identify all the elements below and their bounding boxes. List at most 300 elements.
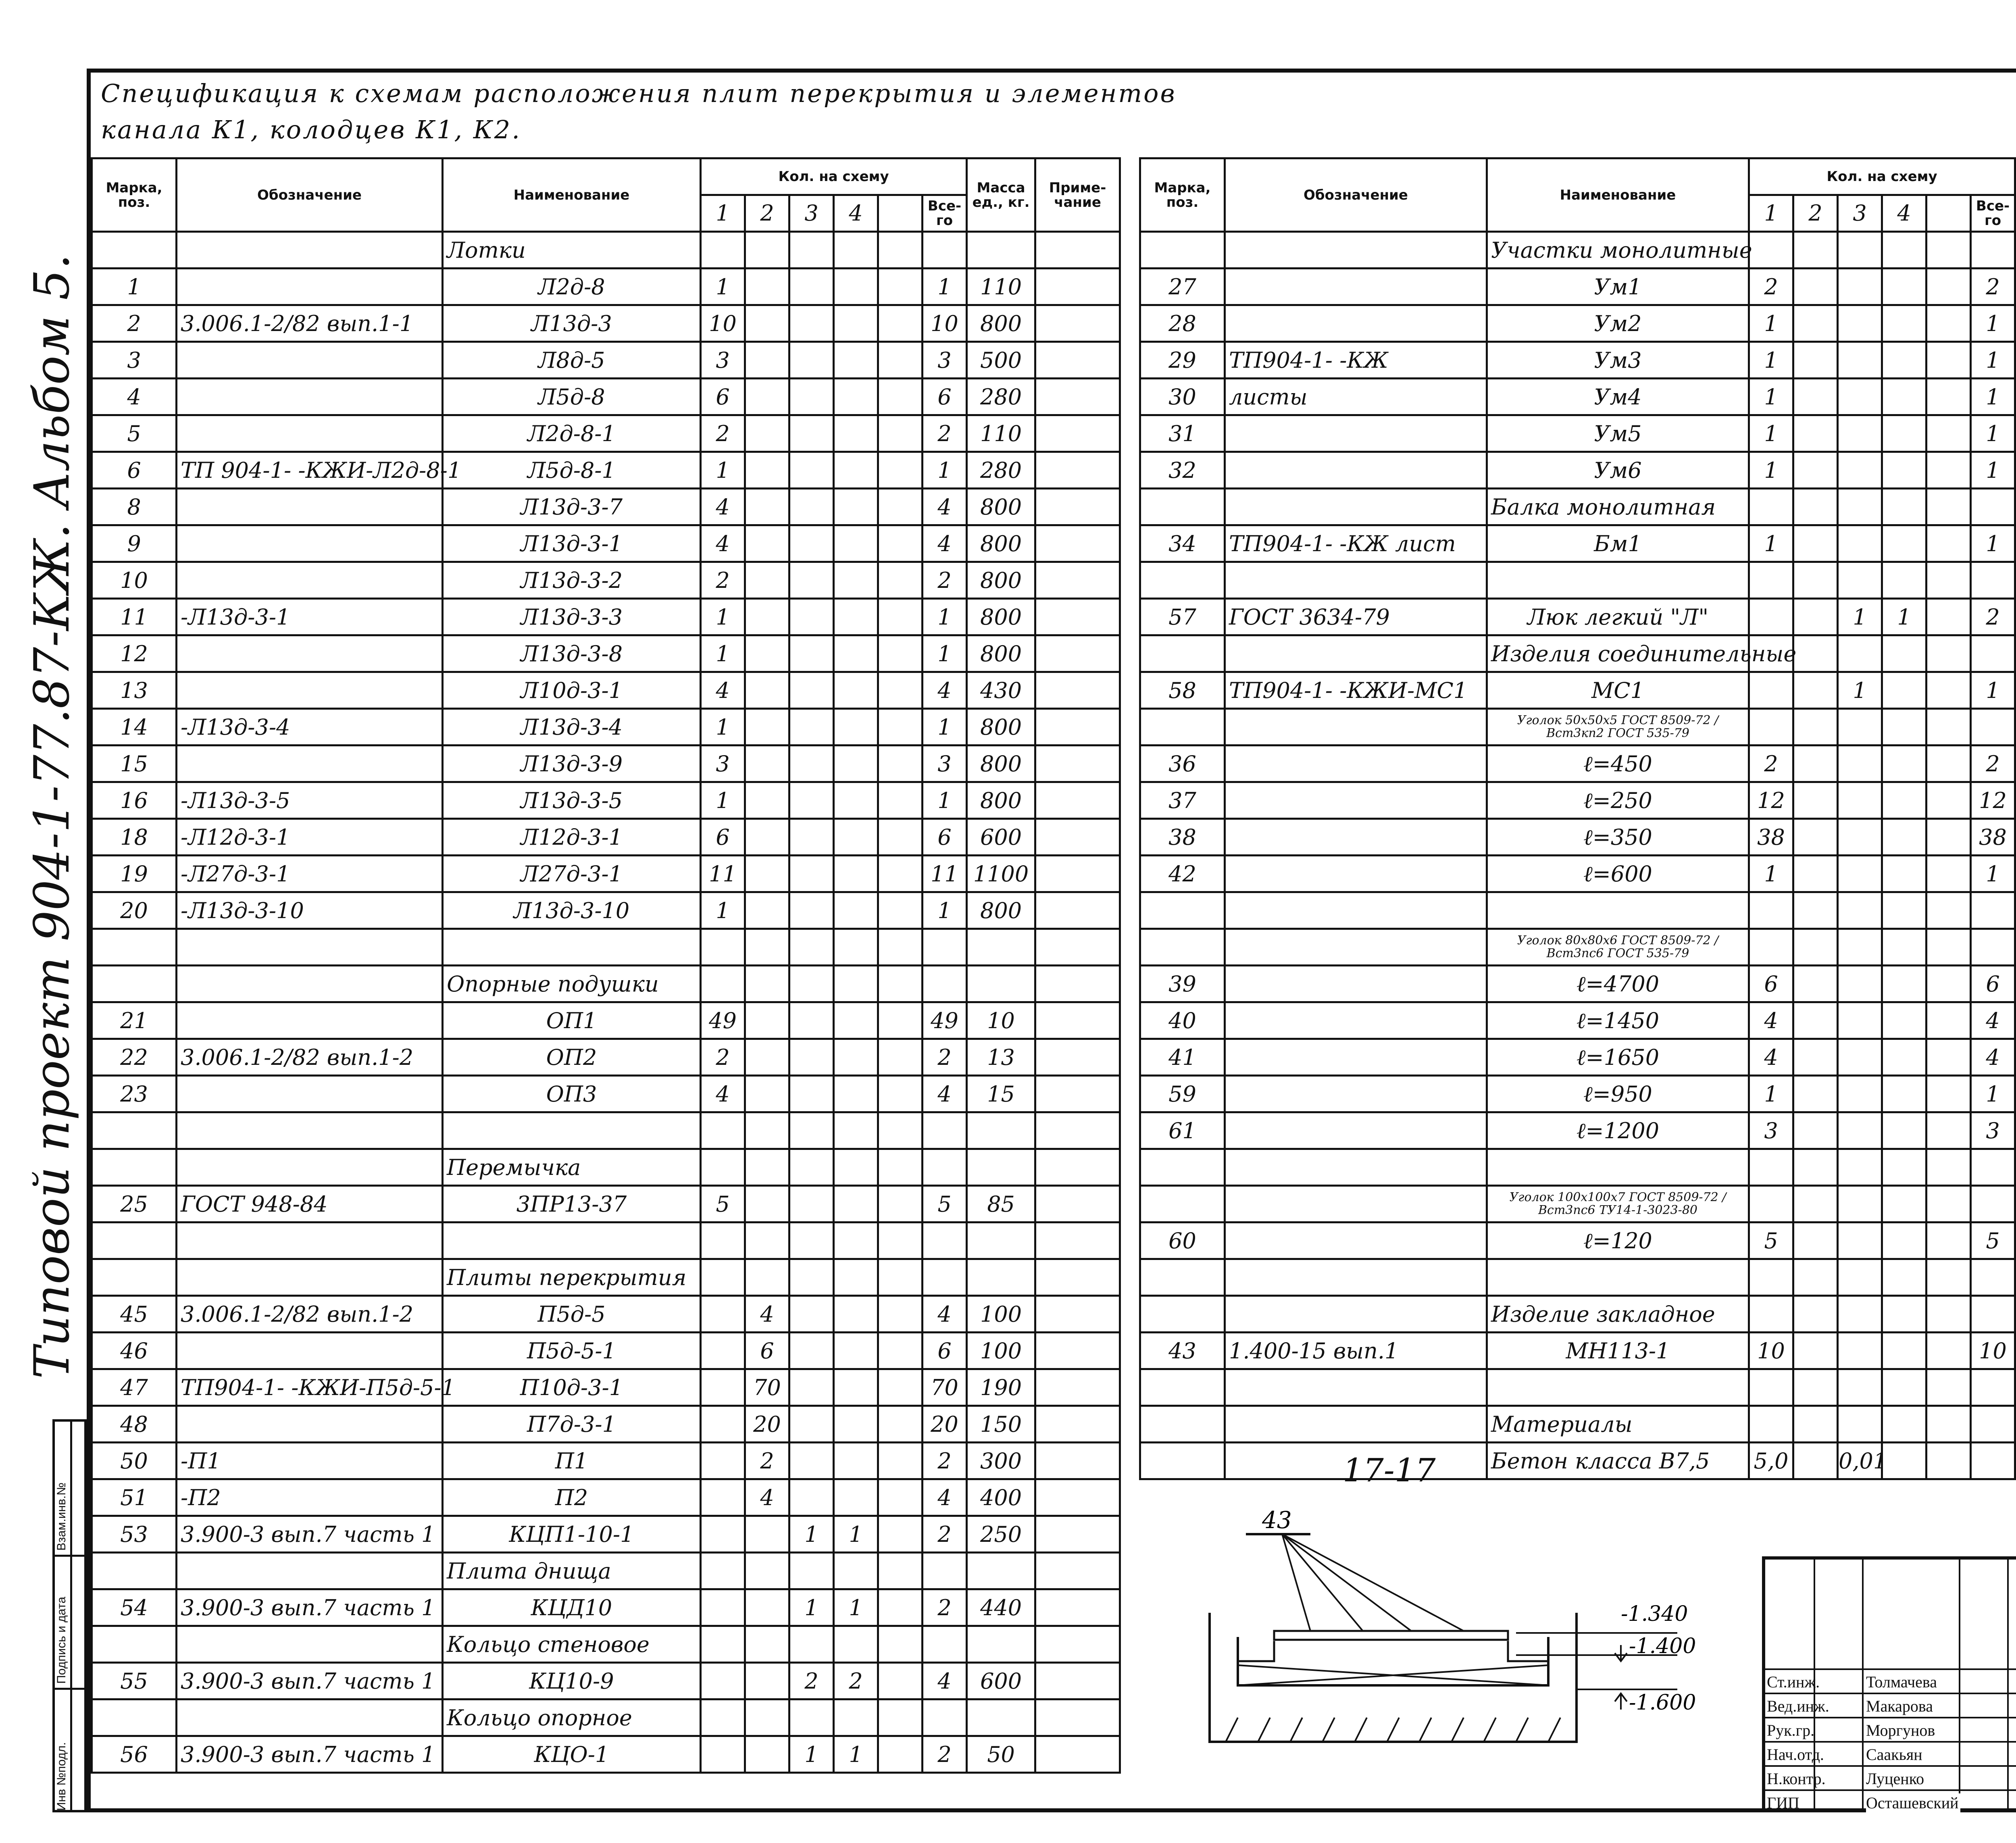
- tb-person-name: Луценко: [1866, 1769, 1926, 1788]
- cell-total: 1: [1971, 1076, 2015, 1112]
- cell-designation: [177, 672, 443, 709]
- cell-designation: [177, 1076, 443, 1112]
- cell-qty-5: [878, 1259, 923, 1296]
- cell-total: [1971, 1406, 2015, 1443]
- hdr-designation: Обозначение: [177, 158, 443, 232]
- cell-qty-2: [745, 1149, 789, 1186]
- table-row: [92, 929, 1120, 966]
- tb-person-row: [1765, 1789, 2016, 1815]
- cell-total: 6: [923, 379, 967, 415]
- cell-qty-5: [1926, 1186, 1971, 1222]
- hdr-qty-group: Кол. на схему: [1749, 158, 2015, 195]
- cell-total: [1971, 929, 2015, 966]
- cell-mass: 190: [967, 1369, 1035, 1406]
- section-17-lvl3: -1.600: [1629, 1691, 1696, 1715]
- cell-total: 5: [923, 1186, 967, 1222]
- cell-qty-2: [745, 1186, 789, 1222]
- cell-designation: [1225, 305, 1487, 342]
- cell-qty-2: [1793, 709, 1838, 746]
- cell-designation: ТП904-1- -КЖ лист: [1225, 525, 1487, 562]
- cell-total: 4: [923, 672, 967, 709]
- cell-note: [1035, 415, 1120, 452]
- cell-qty-2: [1793, 415, 1838, 452]
- cell-qty-2: [1793, 856, 1838, 892]
- section-17-leader-4: [1282, 1534, 1464, 1631]
- cell-qty-3: [789, 379, 834, 415]
- cell-qty-5: [878, 415, 923, 452]
- cell-qty-5: [1926, 525, 1971, 562]
- cell-mass: [967, 929, 1035, 966]
- cell-mark: 14: [92, 709, 177, 746]
- cell-total: [923, 1553, 967, 1589]
- cell-name: [443, 1222, 701, 1259]
- cell-note: [1035, 305, 1120, 342]
- cell-qty-5: [878, 525, 923, 562]
- cell-qty-4: 1: [834, 1589, 878, 1626]
- section-17-leader-2: [1282, 1534, 1363, 1631]
- cell-designation: -Л13д-3-4: [177, 709, 443, 746]
- cell-designation: [1225, 232, 1487, 269]
- cell-mass: 800: [967, 525, 1035, 562]
- cell-qty-5: [878, 1406, 923, 1443]
- cell-qty-3: [789, 672, 834, 709]
- cell-qty-3: [789, 1443, 834, 1479]
- cell-designation: [1225, 1406, 1487, 1443]
- cell-qty-3: [789, 489, 834, 525]
- cell-name: Ум2: [1487, 305, 1749, 342]
- cell-mark: 8: [92, 489, 177, 525]
- cell-qty-1: 11: [701, 856, 745, 892]
- cell-mass: 800: [967, 562, 1035, 599]
- cell-designation: [1225, 709, 1487, 746]
- cell-mark: 41: [1140, 1039, 1225, 1076]
- approval-strip: [52, 1419, 87, 1812]
- cell-mark: 48: [92, 1406, 177, 1443]
- cell-designation: [1225, 415, 1487, 452]
- cell-total: [923, 232, 967, 269]
- cell-designation: [177, 489, 443, 525]
- cell-total: 2: [1971, 599, 2015, 635]
- cell-note: [1035, 1589, 1120, 1626]
- cell-name: Уголок 100x100x7 ГОСТ 8509-72 / Вст3пс6 ТУ14-1-3023-80: [1487, 1186, 1749, 1222]
- cell-name: Уголок 80x80x6 ГОСТ 8509-72 / Вст3пс6 ГОСТ 535-79: [1487, 929, 1749, 966]
- tb-person-row: [1765, 1741, 2016, 1767]
- cell-note: [1035, 635, 1120, 672]
- cell-designation: [177, 1406, 443, 1443]
- table-row: [92, 672, 1120, 709]
- cell-qty-5: [1926, 966, 1971, 1002]
- cell-designation: ГОСТ 948-84: [177, 1186, 443, 1222]
- cell-total: [923, 966, 967, 1002]
- cell-qty-1: [701, 1626, 745, 1663]
- cell-name: [443, 1112, 701, 1149]
- cell-qty-3: [1838, 232, 1882, 269]
- cell-qty-5: [1926, 819, 1971, 856]
- cell-total: 3: [923, 342, 967, 379]
- cell-qty-2: 4: [745, 1479, 789, 1516]
- cell-qty-1: [1749, 1149, 1793, 1186]
- tb-person-row: [1765, 1693, 2016, 1718]
- cell-qty-5: [878, 1186, 923, 1222]
- cell-total: [1971, 892, 2015, 929]
- cell-qty-4: [1882, 1039, 1926, 1076]
- cell-mass: [967, 1112, 1035, 1149]
- cell-qty-4: 2: [834, 1663, 878, 1699]
- cell-qty-3: 2: [789, 1663, 834, 1699]
- table-row: [92, 1479, 1120, 1516]
- cell-designation: [1225, 1076, 1487, 1112]
- cell-mark: 19: [92, 856, 177, 892]
- cell-mark: 13: [92, 672, 177, 709]
- cell-qty-1: 3: [701, 342, 745, 379]
- cell-mark: [92, 1222, 177, 1259]
- cell-qty-4: [1882, 746, 1926, 782]
- cell-qty-5: [1926, 746, 1971, 782]
- cell-total: 2: [1971, 746, 2015, 782]
- cell-qty-4: [1882, 452, 1926, 489]
- cell-qty-3: [1838, 1333, 1882, 1369]
- cell-qty-5: [1926, 599, 1971, 635]
- table-row: [1140, 892, 2016, 929]
- cell-name: Л10д-3-1: [443, 672, 701, 709]
- cell-qty-2: [1793, 1406, 1838, 1443]
- cell-qty-5: [878, 1076, 923, 1112]
- cell-qty-4: [1882, 1076, 1926, 1112]
- cell-qty-2: [1793, 1259, 1838, 1296]
- cell-mark: 9: [92, 525, 177, 562]
- cell-qty-4: 1: [834, 1516, 878, 1553]
- cell-qty-5: [878, 1699, 923, 1736]
- cell-mass: 13: [967, 1039, 1035, 1076]
- table-row: [1140, 1443, 2016, 1479]
- table-row: [92, 452, 1120, 489]
- cell-qty-4: [834, 1406, 878, 1443]
- cell-mark: 27: [1140, 269, 1225, 305]
- cell-qty-2: [1793, 489, 1838, 525]
- cell-qty-4: [834, 1076, 878, 1112]
- cell-qty-2: [745, 782, 789, 819]
- cell-note: [1035, 782, 1120, 819]
- cell-mark: 60: [1140, 1222, 1225, 1259]
- cell-designation: ТП904-1- -КЖИ-П5д-5-1: [177, 1369, 443, 1406]
- cell-qty-4: [834, 672, 878, 709]
- table-row: [1140, 599, 2016, 635]
- cell-qty-5: [878, 1149, 923, 1186]
- cell-qty-3: [789, 415, 834, 452]
- cell-qty-4: [1882, 562, 1926, 599]
- cell-qty-5: [878, 1626, 923, 1663]
- cell-qty-5: [878, 892, 923, 929]
- cell-qty-4: [834, 1369, 878, 1406]
- cell-qty-4: [1882, 929, 1926, 966]
- cell-note: [1035, 1626, 1120, 1663]
- cell-mark: [1140, 1186, 1225, 1222]
- cell-total: 10: [923, 305, 967, 342]
- cell-qty-2: [1793, 305, 1838, 342]
- table-row: [1140, 1369, 2016, 1406]
- cell-qty-2: [1793, 269, 1838, 305]
- table-row: [92, 856, 1120, 892]
- table-row: [92, 1663, 1120, 1699]
- cell-total: 3: [923, 746, 967, 782]
- cell-qty-4: [834, 305, 878, 342]
- cell-mark: 1: [92, 269, 177, 305]
- cell-note: [1035, 1479, 1120, 1516]
- cell-qty-4: [1882, 1406, 1926, 1443]
- cell-qty-4: [1882, 1443, 1926, 1479]
- cell-designation: 3.006.1-2/82 вып.1-1: [177, 305, 443, 342]
- cell-name: КЦД10: [443, 1589, 701, 1626]
- cell-qty-5: [878, 1296, 923, 1333]
- cell-qty-2: 20: [745, 1406, 789, 1443]
- cell-qty-3: [789, 966, 834, 1002]
- cell-qty-4: [1882, 966, 1926, 1002]
- cell-qty-5: [1926, 1149, 1971, 1186]
- cell-name: Лотки: [443, 232, 701, 269]
- tb-person-role: Ст.инж.: [1767, 1673, 1820, 1691]
- cell-qty-5: [1926, 1222, 1971, 1259]
- cell-designation: [177, 1553, 443, 1589]
- cell-note: [1035, 1333, 1120, 1369]
- cell-total: 38: [1971, 819, 2015, 856]
- cell-qty-5: [1926, 232, 1971, 269]
- cell-qty-4: [834, 269, 878, 305]
- cell-designation: [1225, 1259, 1487, 1296]
- cell-total: 4: [923, 1479, 967, 1516]
- cell-qty-3: [1838, 819, 1882, 856]
- cell-mark: 42: [1140, 856, 1225, 892]
- cell-mark: 54: [92, 1589, 177, 1626]
- hdr-qty-group: Кол. на схему: [701, 158, 967, 195]
- cell-qty-4: [1882, 782, 1926, 819]
- cell-qty-2: [745, 966, 789, 1002]
- cell-qty-3: [789, 1406, 834, 1443]
- cell-qty-5: [878, 599, 923, 635]
- cell-qty-5: [1926, 635, 1971, 672]
- cell-designation: -Л13д-3-1: [177, 599, 443, 635]
- cell-qty-3: [789, 709, 834, 746]
- strip-label-inv: Взам.инв.№: [55, 1482, 68, 1551]
- cell-name: Уголок 50x50x5 ГОСТ 8509-72 / Вст3кп2 ГОСТ 535-79: [1487, 709, 1749, 746]
- cell-qty-4: [834, 1112, 878, 1149]
- cell-qty-4: [1882, 856, 1926, 892]
- section-17-inner: [1238, 1637, 1548, 1685]
- cell-mark: [1140, 1406, 1225, 1443]
- cell-designation: [1225, 746, 1487, 782]
- cell-designation: 3.900-3 вып.7 часть 1: [177, 1736, 443, 1773]
- cell-designation: [1225, 269, 1487, 305]
- cell-name: П7д-3-1: [443, 1406, 701, 1443]
- cell-mark: 12: [92, 635, 177, 672]
- cell-qty-5: [1926, 1002, 1971, 1039]
- cell-total: [923, 1626, 967, 1663]
- cell-mark: 47: [92, 1369, 177, 1406]
- cell-name: [1487, 892, 1749, 929]
- cell-qty-3: [789, 1039, 834, 1076]
- cell-mass: [967, 1699, 1035, 1736]
- cell-qty-5: [878, 232, 923, 269]
- cell-mark: 10: [92, 562, 177, 599]
- cell-note: [1035, 599, 1120, 635]
- cell-designation: -Л13д-3-10: [177, 892, 443, 929]
- cell-qty-1: [701, 232, 745, 269]
- cell-total: [923, 929, 967, 966]
- cell-qty-4: [1882, 819, 1926, 856]
- cell-qty-2: [745, 525, 789, 562]
- cell-designation: [177, 562, 443, 599]
- cell-name: Л8д-5: [443, 342, 701, 379]
- cell-name: ℓ=1650: [1487, 1039, 1749, 1076]
- cell-qty-1: 2: [1749, 269, 1793, 305]
- approval-div-1: [55, 1555, 84, 1557]
- cell-qty-5: [1926, 1296, 1971, 1333]
- cell-qty-1: 1: [1749, 342, 1793, 379]
- table-row: [1140, 415, 2016, 452]
- cell-mark: [1140, 892, 1225, 929]
- cell-qty-1: 1: [1749, 415, 1793, 452]
- cell-designation: 3.900-3 вып.7 часть 1: [177, 1663, 443, 1699]
- cell-qty-1: 4: [701, 1076, 745, 1112]
- cell-total: 2: [923, 1039, 967, 1076]
- cell-qty-1: [1749, 672, 1793, 709]
- cell-qty-4: [1882, 1369, 1926, 1406]
- cell-qty-1: 1: [1749, 525, 1793, 562]
- cell-qty-4: [1882, 305, 1926, 342]
- cell-qty-4: [834, 1443, 878, 1479]
- table-row: [92, 415, 1120, 452]
- cell-designation: [177, 1333, 443, 1369]
- table-row: [1140, 1186, 2016, 1222]
- cell-qty-1: [701, 1333, 745, 1369]
- cell-qty-1: 1: [1749, 452, 1793, 489]
- cell-qty-5: [878, 1553, 923, 1589]
- cell-qty-2: [745, 1699, 789, 1736]
- cell-mass: 1100: [967, 856, 1035, 892]
- cell-designation: [177, 929, 443, 966]
- cell-total: 1: [1971, 342, 2015, 379]
- cell-mark: 58: [1140, 672, 1225, 709]
- cell-total: [1971, 562, 2015, 599]
- cell-qty-2: [1793, 1296, 1838, 1333]
- cell-note: [1035, 525, 1120, 562]
- cell-name: ℓ=450: [1487, 746, 1749, 782]
- cell-designation: ТП 904-1- -КЖИ-Л2д-8-1: [177, 452, 443, 489]
- tb-person-row: [1765, 1765, 2016, 1791]
- section-17-ground-hatch: [1226, 1718, 1560, 1742]
- cell-mass: 280: [967, 452, 1035, 489]
- cell-qty-5: [878, 672, 923, 709]
- cell-designation: [1225, 489, 1487, 525]
- cell-designation: ГОСТ 3634-79: [1225, 599, 1487, 635]
- cell-note: [1035, 1222, 1120, 1259]
- cell-qty-2: [745, 746, 789, 782]
- cell-total: 1: [923, 782, 967, 819]
- table-row: [92, 562, 1120, 599]
- cell-mark: 5: [92, 415, 177, 452]
- cell-mass: [967, 1222, 1035, 1259]
- cell-mass: 800: [967, 305, 1035, 342]
- section-17-step: [1238, 1641, 1548, 1661]
- cell-name: Участки монолитные: [1487, 232, 1749, 269]
- cell-total: 4: [923, 1663, 967, 1699]
- cell-qty-1: [1749, 599, 1793, 635]
- cell-qty-1: [1749, 232, 1793, 269]
- tb-person-role: Нач.отд.: [1767, 1745, 1824, 1764]
- cell-total: 4: [923, 489, 967, 525]
- cell-mass: 430: [967, 672, 1035, 709]
- cell-qty-5: [878, 1443, 923, 1479]
- cell-qty-3: [789, 1479, 834, 1516]
- cell-mark: [1140, 709, 1225, 746]
- cell-total: 1: [923, 635, 967, 672]
- cell-qty-1: 3: [1749, 1112, 1793, 1149]
- cell-designation: [1225, 819, 1487, 856]
- cell-qty-5: [878, 452, 923, 489]
- cell-name: Плиты перекрытия: [443, 1259, 701, 1296]
- cell-qty-3: [1838, 966, 1882, 1002]
- cell-note: [1035, 1663, 1120, 1699]
- cell-qty-3: [1838, 635, 1882, 672]
- cell-qty-2: 4: [745, 1296, 789, 1333]
- cell-qty-3: [1838, 892, 1882, 929]
- cell-mark: [92, 1112, 177, 1149]
- table-row: [92, 1699, 1120, 1736]
- cell-qty-1: [1749, 709, 1793, 746]
- cell-qty-5: [878, 1589, 923, 1626]
- cell-qty-4: [834, 1479, 878, 1516]
- cell-qty-4: [1882, 415, 1926, 452]
- cell-qty-2: [745, 1736, 789, 1773]
- cell-mass: 600: [967, 819, 1035, 856]
- cell-total: 2: [923, 415, 967, 452]
- cell-qty-2: [745, 379, 789, 415]
- cell-note: [1035, 929, 1120, 966]
- hdr-mark: Марка, поз.: [92, 158, 177, 232]
- cell-qty-3: [789, 305, 834, 342]
- hdr-designation: Обозначение: [1225, 158, 1487, 232]
- approval-div-2: [55, 1688, 84, 1690]
- cell-mark: [92, 1626, 177, 1663]
- cell-total: [1971, 1259, 2015, 1296]
- cell-designation: [1225, 635, 1487, 672]
- cell-qty-5: [878, 819, 923, 856]
- cell-qty-5: [1926, 892, 1971, 929]
- table-row: [92, 525, 1120, 562]
- cell-qty-4: [834, 562, 878, 599]
- table-row: [92, 1186, 1120, 1222]
- tb-person-name: Осташевский: [1866, 1793, 1960, 1812]
- cell-mark: [1140, 929, 1225, 966]
- cell-qty-1: 1: [701, 782, 745, 819]
- table-row: [1140, 635, 2016, 672]
- cell-qty-2: [1793, 819, 1838, 856]
- cell-qty-5: [878, 635, 923, 672]
- cell-qty-2: [745, 305, 789, 342]
- cell-qty-5: [1926, 342, 1971, 379]
- cell-qty-1: 5,0: [1749, 1443, 1793, 1479]
- table-row: [92, 232, 1120, 269]
- cell-mark: 30: [1140, 379, 1225, 415]
- cell-designation: 3.006.1-2/82 вып.1-2: [177, 1296, 443, 1333]
- cell-qty-2: [745, 709, 789, 746]
- cell-designation: [1225, 1002, 1487, 1039]
- cell-note: [1035, 1516, 1120, 1553]
- cell-qty-2: [745, 1663, 789, 1699]
- cell-name: Л13д-3-3: [443, 599, 701, 635]
- cell-mark: [1140, 232, 1225, 269]
- cell-total: 2: [1971, 269, 2015, 305]
- cell-mass: 800: [967, 746, 1035, 782]
